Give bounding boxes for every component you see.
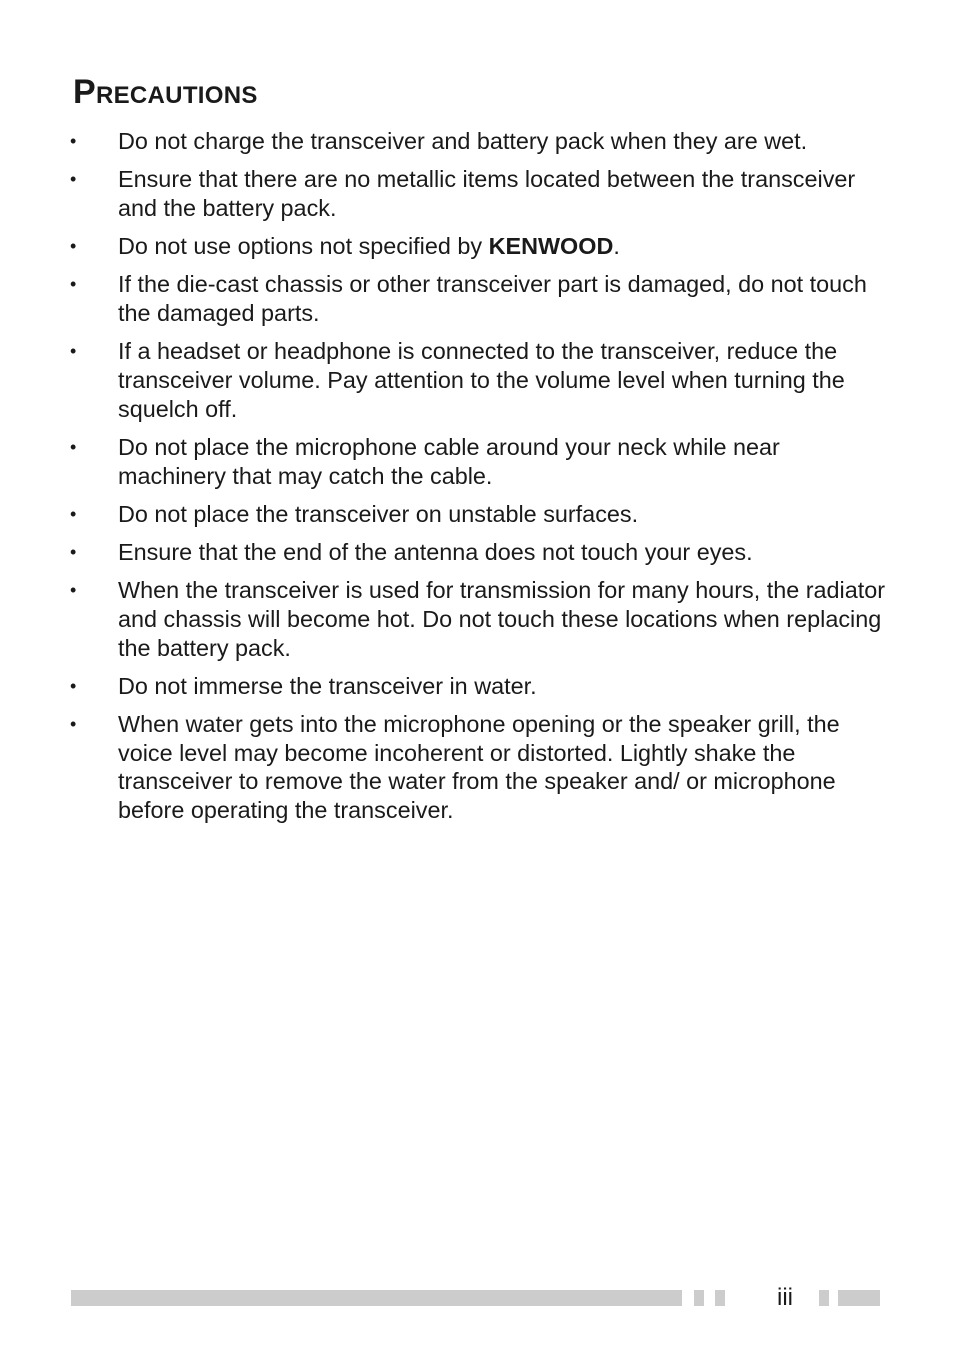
footer-square xyxy=(819,1290,829,1306)
footer-bar-right xyxy=(838,1290,880,1306)
bullet-icon: • xyxy=(70,541,77,562)
section-title: Precautions xyxy=(73,73,258,111)
list-item xyxy=(70,165,890,222)
list-item-text: If a headset or headphone is connected to the transceiver, reduce the transceiver volume. Pay attention to the volume level when turning the squelch off. xyxy=(118,338,845,422)
list-item-text: Do not charge the transceiver and battery pack when they are wet. xyxy=(118,128,808,154)
bullet-icon: • xyxy=(70,580,77,601)
brand-name: KENWOOD xyxy=(488,233,614,260)
list-item-text: Do not immerse the transceiver in water. xyxy=(118,672,537,699)
bullet-icon: • xyxy=(70,236,77,257)
list-item-text: Do not place the microphone cable around your neck while near machinery that may catch the cable. xyxy=(118,433,780,489)
page-number: iii xyxy=(777,1284,793,1311)
list-item xyxy=(70,538,890,567)
footer-square xyxy=(715,1290,725,1306)
bullet-icon: • xyxy=(70,675,77,696)
bullet-icon: • xyxy=(70,131,77,151)
bullet-icon: • xyxy=(70,274,77,295)
precautions-list xyxy=(70,127,890,834)
list-item xyxy=(70,127,890,156)
list-item-text: Do not place the transceiver on unstable surfaces. xyxy=(118,500,639,527)
bullet-icon: • xyxy=(70,503,77,524)
list-item xyxy=(70,337,890,423)
list-item-text: Do not use options not specified by xyxy=(118,233,489,260)
list-item-text: When water gets into the microphone opening or the speaker grill, the voice level may become incoherent or distorted. Lightly shake the transceiver to remove the water from the speaker and/ or microphone before operating the transceiver. xyxy=(118,710,840,824)
list-item xyxy=(70,500,890,529)
list-item xyxy=(70,232,890,261)
footer-square xyxy=(694,1290,704,1306)
list-item-text: If the die-cast chassis or other transceiver part is damaged, do not touch the damaged parts. xyxy=(118,271,867,327)
bullet-icon: • xyxy=(70,169,77,190)
footer-bar-left xyxy=(71,1290,682,1306)
list-item xyxy=(70,576,890,662)
list-item-text: Ensure that the end of the antenna does not touch your eyes. xyxy=(118,538,753,565)
list-item-text: Ensure that there are no metallic items located between the transceiver and the battery pack. xyxy=(118,166,856,221)
list-item xyxy=(70,672,890,701)
list-item xyxy=(70,270,890,327)
bullet-icon: • xyxy=(70,713,77,734)
list-item-text-end: . xyxy=(613,233,620,260)
list-item xyxy=(70,710,890,825)
list-item xyxy=(70,433,890,490)
bullet-icon: • xyxy=(70,341,77,362)
list-item-text: When the transceiver is used for transmission for many hours, the radiator and chassis will become hot. Do not touch these locations when replacing the battery pack. xyxy=(118,577,886,661)
bullet-icon: • xyxy=(70,436,77,457)
